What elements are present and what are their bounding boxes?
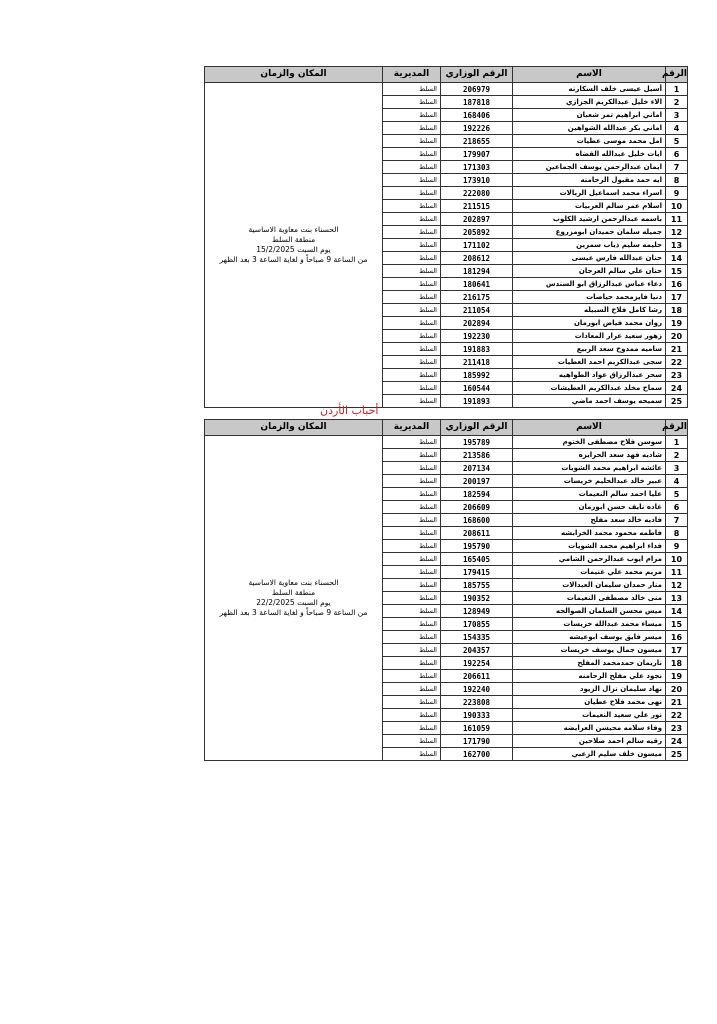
- directorate: السلط: [383, 631, 441, 644]
- ministry-number: 206609: [441, 501, 513, 514]
- ministry-number: 213586: [441, 449, 513, 462]
- row-number: 10: [666, 553, 688, 566]
- directorate: السلط: [383, 148, 441, 161]
- person-name: اماني ابراهيم تمر شعبان: [513, 109, 666, 122]
- ministry-number: 223808: [441, 696, 513, 709]
- row-number: 20: [666, 683, 688, 696]
- place-time-line: من الساعة 9 صباحاً و لغاية الساعة 3 بعد الظهر: [219, 255, 368, 264]
- row-number: 7: [666, 514, 688, 527]
- header-place-time: المكان والزمان: [205, 67, 383, 83]
- directorate: السلط: [383, 514, 441, 527]
- ministry-number: 205892: [441, 226, 513, 239]
- row-number: 13: [666, 239, 688, 252]
- directorate: السلط: [383, 278, 441, 291]
- row-number: 6: [666, 501, 688, 514]
- ministry-number: 206979: [441, 83, 513, 96]
- person-name: مرام ايوب عبدالرحمن الشامي: [513, 553, 666, 566]
- directorate: السلط: [383, 566, 441, 579]
- row-number: 22: [666, 356, 688, 369]
- directorate: السلط: [383, 501, 441, 514]
- ministry-number: 192254: [441, 657, 513, 670]
- row-number: 8: [666, 174, 688, 187]
- directorate: السلط: [383, 696, 441, 709]
- directorate: السلط: [383, 735, 441, 748]
- directorate: السلط: [383, 200, 441, 213]
- ministry-number: 181294: [441, 265, 513, 278]
- row-number: 19: [666, 670, 688, 683]
- row-number: 20: [666, 330, 688, 343]
- table-row: [205, 436, 688, 449]
- person-name: اسلام عمر سالم العربيات: [513, 200, 666, 213]
- directorate: السلط: [383, 252, 441, 265]
- person-name: ميسر فايق يوسف ابوعيشه: [513, 631, 666, 644]
- table-1: [204, 66, 688, 408]
- ministry-number: 171303: [441, 161, 513, 174]
- directorate: السلط: [383, 605, 441, 618]
- place-time-cell: [205, 83, 383, 408]
- row-number: 10: [666, 200, 688, 213]
- ministry-number: 202894: [441, 317, 513, 330]
- row-number: 23: [666, 369, 688, 382]
- ministry-number: 168600: [441, 514, 513, 527]
- header-name: الاسم: [513, 420, 666, 436]
- directorate: السلط: [383, 527, 441, 540]
- place-time-line: يوم السبت 15/2/2025: [256, 245, 331, 254]
- directorate: السلط: [383, 722, 441, 735]
- person-name: أسيل عيسى خلف السكارنه: [513, 83, 666, 96]
- person-name: اسراء محمد اسماعيل الريالات: [513, 187, 666, 200]
- directorate: السلط: [383, 553, 441, 566]
- person-name: سميحه يوسف احمد ماضي: [513, 395, 666, 408]
- directorate: السلط: [383, 356, 441, 369]
- directorate: السلط: [383, 436, 441, 449]
- stamp-text: أحباب الأردن: [320, 404, 379, 417]
- person-name: دعاء عباس عبدالرزاق ابو السندس: [513, 278, 666, 291]
- row-number: 9: [666, 540, 688, 553]
- person-name: روان محمد فياض ابورمان: [513, 317, 666, 330]
- row-number: 12: [666, 579, 688, 592]
- directorate: السلط: [383, 644, 441, 657]
- directorate: السلط: [383, 488, 441, 501]
- person-name: سماح مخلد عبدالكريم العطيشات: [513, 382, 666, 395]
- ministry-number: 195790: [441, 540, 513, 553]
- row-number: 3: [666, 462, 688, 475]
- person-name: نهى محمد فلاح عطيان: [513, 696, 666, 709]
- ministry-number: 190352: [441, 592, 513, 605]
- row-number: 19: [666, 317, 688, 330]
- header-name: الاسم: [513, 67, 666, 83]
- ministry-number: 179907: [441, 148, 513, 161]
- place-time-line: منطقة السلط: [271, 235, 316, 244]
- row-number: 2: [666, 96, 688, 109]
- row-number: 21: [666, 343, 688, 356]
- person-name: حنان عبدالله فارس عيسى: [513, 252, 666, 265]
- row-number: 15: [666, 618, 688, 631]
- row-number: 13: [666, 592, 688, 605]
- ministry-number: 195789: [441, 436, 513, 449]
- ministry-number: 173910: [441, 174, 513, 187]
- person-name: نور علي سعيد النعيمات: [513, 709, 666, 722]
- person-name: عبير خالد عبدالحليم خريسات: [513, 475, 666, 488]
- directorate: السلط: [383, 579, 441, 592]
- row-number: 11: [666, 566, 688, 579]
- directorate: السلط: [383, 330, 441, 343]
- row-number: 8: [666, 527, 688, 540]
- row-number: 5: [666, 135, 688, 148]
- row-number: 16: [666, 278, 688, 291]
- ministry-number: 206611: [441, 670, 513, 683]
- ministry-number: 192226: [441, 122, 513, 135]
- ministry-number: 200197: [441, 475, 513, 488]
- row-number: 4: [666, 475, 688, 488]
- ministry-number: 170855: [441, 618, 513, 631]
- ministry-number: 187818: [441, 96, 513, 109]
- person-name: حنان علي سالم العرجان: [513, 265, 666, 278]
- ministry-number: 211054: [441, 304, 513, 317]
- directorate: السلط: [383, 475, 441, 488]
- header-directorate: المديرية: [383, 420, 441, 436]
- person-name: دنيا فايزمحمد حياصات: [513, 291, 666, 304]
- ministry-number: 185992: [441, 369, 513, 382]
- directorate: السلط: [383, 369, 441, 382]
- place-time-cell: [205, 436, 383, 761]
- person-name: سجى عبدالكريم احمد العطيات: [513, 356, 666, 369]
- ministry-number: 165405: [441, 553, 513, 566]
- person-name: ايات خليل عبدالله القضاه: [513, 148, 666, 161]
- person-name: حليمه سليم ذياب سمرين: [513, 239, 666, 252]
- directorate: السلط: [383, 618, 441, 631]
- ministry-number: 185755: [441, 579, 513, 592]
- person-name: اماني بكر عبدالله الشواهين: [513, 122, 666, 135]
- person-name: ميس محسن السلمان الصوالحه: [513, 605, 666, 618]
- header-num: الرقم: [666, 420, 688, 436]
- row-number: 9: [666, 187, 688, 200]
- person-name: الاء خليل عبدالكريم الجزازي: [513, 96, 666, 109]
- ministry-number: 208611: [441, 527, 513, 540]
- ministry-number: 222080: [441, 187, 513, 200]
- person-name: نهاد سليمان نزال الزيود: [513, 683, 666, 696]
- ministry-number: 171790: [441, 735, 513, 748]
- person-name: رقيه سالم احمد صلاحين: [513, 735, 666, 748]
- person-name: ميساء محمد عبدالله خريسات: [513, 618, 666, 631]
- directorate: السلط: [383, 709, 441, 722]
- table-header-row: [205, 420, 688, 436]
- table-2: [204, 419, 688, 761]
- schedule-table-2: [204, 419, 687, 761]
- person-name: منى خالد مصطفى النعيمات: [513, 592, 666, 605]
- directorate: السلط: [383, 317, 441, 330]
- row-number: 21: [666, 696, 688, 709]
- place-time-line: من الساعة 9 صباحاً و لغاية الساعة 3 بعد الظهر: [219, 608, 368, 617]
- person-name: فاديه خالد سعد مفلح: [513, 514, 666, 527]
- directorate: السلط: [383, 592, 441, 605]
- directorate: السلط: [383, 449, 441, 462]
- directorate: السلط: [383, 265, 441, 278]
- directorate: السلط: [383, 395, 441, 408]
- row-number: 17: [666, 644, 688, 657]
- row-number: 1: [666, 83, 688, 96]
- ministry-number: 191883: [441, 343, 513, 356]
- directorate: السلط: [383, 683, 441, 696]
- row-number: 7: [666, 161, 688, 174]
- ministry-number: 162700: [441, 748, 513, 761]
- header-ministry-number: الرقم الوزاري: [441, 67, 513, 83]
- row-number: 4: [666, 122, 688, 135]
- table-2-body: [205, 436, 688, 761]
- person-name: نجود علي مفلح الرحامنه: [513, 670, 666, 683]
- ministry-number: 192240: [441, 683, 513, 696]
- row-number: 25: [666, 748, 688, 761]
- row-number: 22: [666, 709, 688, 722]
- row-number: 6: [666, 148, 688, 161]
- header-num: الرقم: [666, 67, 688, 83]
- person-name: امل محمد موسى عطيات: [513, 135, 666, 148]
- person-name: ناريمان حمدمحمد المفلح: [513, 657, 666, 670]
- person-name: سحر عبدالرزاق عواد الطواهيه: [513, 369, 666, 382]
- ministry-number: 168406: [441, 109, 513, 122]
- directorate: السلط: [383, 109, 441, 122]
- place-time-line: يوم السبت 22/2/2025: [256, 598, 331, 607]
- row-number: 5: [666, 488, 688, 501]
- place-time-line: الحسناء بنت معاوية الاساسية: [248, 225, 339, 234]
- table-header-row: [205, 67, 688, 83]
- row-number: 25: [666, 395, 688, 408]
- row-number: 18: [666, 304, 688, 317]
- header-place-time: المكان والزمان: [205, 420, 383, 436]
- person-name: فاطمه محمود محمد الخرابشه: [513, 527, 666, 540]
- ministry-number: 154335: [441, 631, 513, 644]
- ministry-number: 192230: [441, 330, 513, 343]
- directorate: السلط: [383, 226, 441, 239]
- ministry-number: 160544: [441, 382, 513, 395]
- directorate: السلط: [383, 540, 441, 553]
- ministry-number: 204357: [441, 644, 513, 657]
- directorate: السلط: [383, 657, 441, 670]
- directorate: السلط: [383, 291, 441, 304]
- row-number: 3: [666, 109, 688, 122]
- directorate: السلط: [383, 161, 441, 174]
- ministry-number: 180641: [441, 278, 513, 291]
- ministry-number: 211515: [441, 200, 513, 213]
- ministry-number: 182594: [441, 488, 513, 501]
- person-name: غاده نايف حسن ابورمان: [513, 501, 666, 514]
- ministry-number: 190333: [441, 709, 513, 722]
- row-number: 12: [666, 226, 688, 239]
- directorate: السلط: [383, 748, 441, 761]
- row-number: 14: [666, 252, 688, 265]
- directorate: السلط: [383, 174, 441, 187]
- person-name: وفاء سلامه محيسن العرايضه: [513, 722, 666, 735]
- person-name: عليا احمد سالم النعيمات: [513, 488, 666, 501]
- table-1-body: [205, 83, 688, 408]
- person-name: زهور سعيد عرار المعادات: [513, 330, 666, 343]
- ministry-number: 161059: [441, 722, 513, 735]
- row-number: 1: [666, 436, 688, 449]
- schedule-table-1: [204, 66, 687, 408]
- directorate: السلط: [383, 343, 441, 356]
- row-number: 14: [666, 605, 688, 618]
- header-ministry-number: الرقم الوزاري: [441, 420, 513, 436]
- row-number: 15: [666, 265, 688, 278]
- ministry-number: 211418: [441, 356, 513, 369]
- directorate: السلط: [383, 83, 441, 96]
- person-name: ايمان عبدالرحمن يوسف الجماعين: [513, 161, 666, 174]
- person-name: ميسون خلف سليم الزعبي: [513, 748, 666, 761]
- directorate: السلط: [383, 304, 441, 317]
- ministry-number: 208612: [441, 252, 513, 265]
- directorate: السلط: [383, 213, 441, 226]
- directorate: السلط: [383, 382, 441, 395]
- header-directorate: المديرية: [383, 67, 441, 83]
- row-number: 16: [666, 631, 688, 644]
- row-number: 11: [666, 213, 688, 226]
- ministry-number: 218655: [441, 135, 513, 148]
- person-name: سوسن فلاح مصطفى الختوم: [513, 436, 666, 449]
- ministry-number: 128949: [441, 605, 513, 618]
- person-name: عائشه ابراهيم محمد الشويات: [513, 462, 666, 475]
- ministry-number: 202897: [441, 213, 513, 226]
- directorate: السلط: [383, 135, 441, 148]
- directorate: السلط: [383, 462, 441, 475]
- person-name: شاديه فهد سعد الحرايزه: [513, 449, 666, 462]
- table-row: [205, 83, 688, 96]
- place-time-line: منطقة السلط: [271, 588, 316, 597]
- row-number: 24: [666, 382, 688, 395]
- directorate: السلط: [383, 122, 441, 135]
- directorate: السلط: [383, 187, 441, 200]
- directorate: السلط: [383, 96, 441, 109]
- person-name: باسمه عبدالرحمن ارشيد الكلوب: [513, 213, 666, 226]
- directorate: السلط: [383, 670, 441, 683]
- ministry-number: 191893: [441, 395, 513, 408]
- person-name: مريم محمد علي غنيمات: [513, 566, 666, 579]
- ministry-number: 216175: [441, 291, 513, 304]
- person-name: منار حمدان سليمان العبدالات: [513, 579, 666, 592]
- ministry-number: 179415: [441, 566, 513, 579]
- person-name: ساميه ممدوح سعد الربيع: [513, 343, 666, 356]
- row-number: 24: [666, 735, 688, 748]
- person-name: ايه حمد مقبول الرحامنه: [513, 174, 666, 187]
- row-number: 17: [666, 291, 688, 304]
- person-name: ميسون جمال يوسف خريسات: [513, 644, 666, 657]
- ministry-number: 207134: [441, 462, 513, 475]
- person-name: فداء ابراهيم محمد الشويات: [513, 540, 666, 553]
- person-name: جميله سلمان حميدان ابومزروع: [513, 226, 666, 239]
- person-name: رشا كامل فلاح السبيله: [513, 304, 666, 317]
- place-time-line: الحسناء بنت معاوية الاساسية: [248, 578, 339, 587]
- row-number: 23: [666, 722, 688, 735]
- row-number: 2: [666, 449, 688, 462]
- directorate: السلط: [383, 239, 441, 252]
- ministry-number: 171102: [441, 239, 513, 252]
- row-number: 18: [666, 657, 688, 670]
